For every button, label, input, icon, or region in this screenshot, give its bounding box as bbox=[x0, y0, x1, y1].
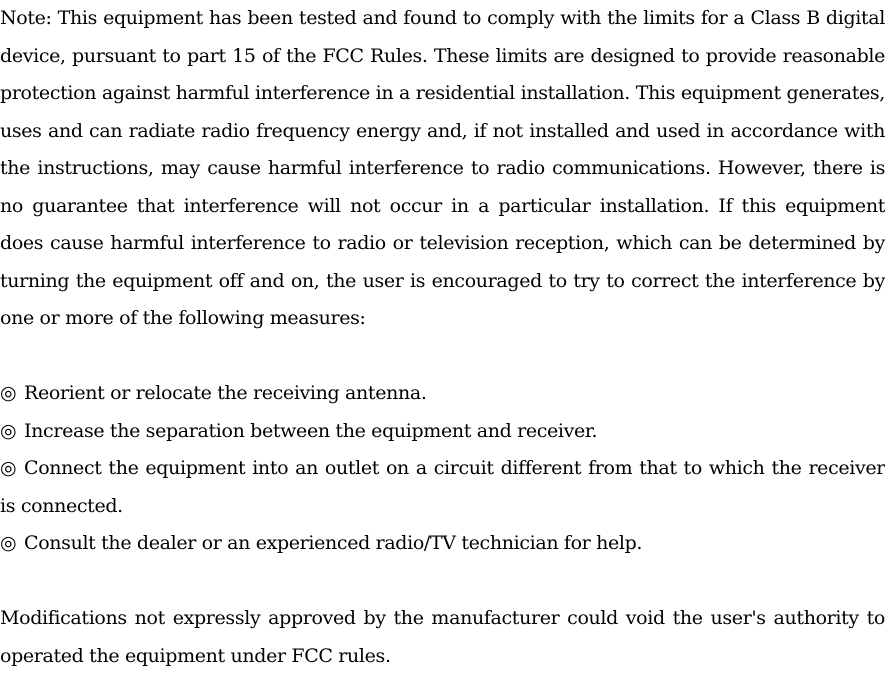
measure-item-outlet bbox=[0, 450, 885, 525]
double-circle-bullet-icon: ◎ bbox=[0, 419, 17, 442]
measure-text: Connect the equipment into an outlet on a circuit different from that to which the receiver is connected. bbox=[0, 457, 885, 517]
measure-text: Consult the dealer or an experienced radio/TV technician for help. bbox=[24, 532, 643, 554]
double-circle-bullet-icon: ◎ bbox=[0, 382, 17, 404]
paragraph-spacer bbox=[0, 563, 885, 601]
paragraph-spacer bbox=[0, 338, 885, 376]
measure-text: Increase the separation between the equipment and receiver. bbox=[24, 419, 598, 442]
measure-text: Reorient or relocate the receiving antenna. bbox=[24, 382, 427, 404]
fcc-compliance-paragraph: Note: This equipment has been tested and found to comply with the limits for a Class B digital device, pursuant to part 15 of the FCC Rules. These limits are designed to provide reasonable protection against harmful interference in a residential installation. This equipment generates, uses and can radiate radio frequency energy and, if not installed and used in accordance with the instructions, may cause harmful interference to radio communications. However, there is no guarantee that interference will not occur in a particular installation. If this equipment does cause harmful interference to radio or television reception, which can be determined by turning the equipment off and on, the user is encouraged to try to correct the interference by one or more of the following measures: bbox=[0, 7, 885, 329]
measures-list bbox=[0, 375, 885, 563]
double-circle-bullet-icon: ◎ bbox=[0, 457, 17, 479]
measure-item-reorient bbox=[0, 375, 885, 413]
measure-item-separation bbox=[0, 413, 885, 451]
double-circle-bullet-icon: ◎ bbox=[0, 532, 17, 554]
modifications-warning-paragraph: Modifications not expressly approved by the manufacturer could void the user's authority to operated the equipment under FCC rules. bbox=[0, 607, 885, 667]
measure-item-consult bbox=[0, 525, 885, 563]
